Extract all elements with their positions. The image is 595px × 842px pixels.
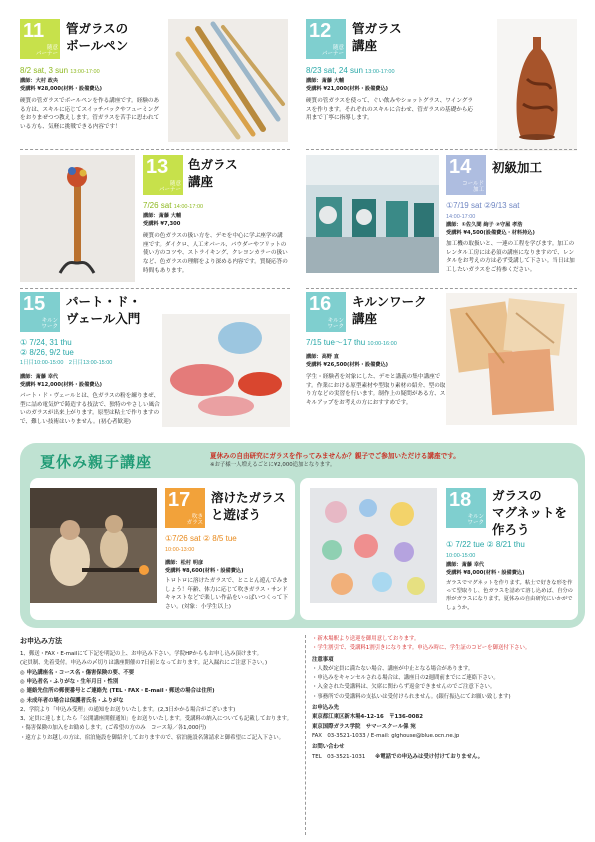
course-12-number-badge	[306, 19, 346, 59]
course-18-number-badge	[446, 488, 486, 528]
course-13-description: 硬質の色ガラスの扱い方を、デモを中心に学ぶ座学の講座です。ダイクロ、人工オパール、パウダーやフリットの使い方のコツや、ストライキング、クレヨンカラーの扱いなど、色ガラスの理解をより深める内容です。質疑応答の時間もあります。	[143, 233, 288, 274]
course-15-photo-pate-de-verre	[162, 314, 290, 427]
course-16-number-badge	[306, 292, 346, 332]
course-13-title	[188, 157, 238, 191]
summer-lead-text: 夏休みの自由研究にガラスを作ってみませんか？親子でご参加いただける講座です。	[210, 452, 460, 460]
course-17-number-badge	[165, 488, 205, 528]
application-step-2: 2、学院より「申込み受理」の通知をお送りいたします。(2,3日かかる場合がございます)	[20, 706, 236, 713]
footer-divider	[305, 635, 306, 835]
course-12-date	[306, 66, 395, 76]
date-main: 8/23 sat, 24 sun	[306, 66, 363, 75]
course-category: 随意 パーナー	[35, 44, 58, 57]
course-category: 随意 パーナー	[158, 180, 181, 193]
course-14-title: 初級加工	[492, 160, 543, 175]
date-time: 13:00-17:00	[70, 69, 100, 75]
course-17-photo-glassblowing	[30, 488, 157, 603]
course-12-info	[306, 78, 476, 94]
school-name: 東京国際ガラス学院 サマースクール係 宛	[312, 723, 416, 730]
course-18-title	[492, 488, 567, 539]
lecturer: 講師：斎藤 大輔	[143, 213, 182, 219]
course-11-number-badge	[20, 19, 60, 59]
course-11-title	[66, 21, 128, 55]
course-14-info	[446, 222, 581, 238]
course-18-description: ガラスでマグネットを作ります。粘土で好きな形を作って型取りし、色ガラスを詰めて溶し込めば、自分の形がガラスになります。夏休みの自由研究にいかがでしょうか。	[446, 580, 573, 611]
note-item: ・申込みをキャンセルされる場合は、講座日の2週間前までにご連絡下さい。	[312, 675, 499, 682]
fee: 受講料 ¥28,000(材料・設備費込)	[20, 85, 103, 92]
application-heading: お申込み方法	[20, 637, 62, 645]
course-category: 随意 パーナー	[321, 44, 344, 57]
course-15-title	[66, 294, 141, 328]
course-number: 14	[449, 156, 472, 178]
fee: 受講料 ¥4,500(設備費込・材料持込)	[446, 229, 535, 236]
course-15-info	[20, 374, 160, 390]
course-14-description: 加工機の取扱いと、一連の工程を学びます。加工のレンタル工房には必須の講座になりますので、レンタルをお考えの方は必ず受講して下さい。当日は加工したいガラスをご持参ください。	[446, 241, 575, 273]
title-line-2: マグネットを	[492, 504, 567, 520]
student-discount-note: ・学生割引で、受講料1割引きになります。申込み時に、学生証のコピーを御送付下さい。	[312, 645, 531, 652]
fee: 受講料 ¥21,000(材料・設備費込)	[306, 85, 389, 92]
course-14-photo-workshop	[306, 155, 439, 273]
telephone-line	[312, 753, 582, 762]
date-line-1: ① 7/24, 31 thu	[20, 338, 72, 347]
course-category: 吹き ガラス	[186, 513, 203, 526]
course-category: コールド 加工	[462, 180, 484, 193]
date-main: ①7/26 sat ② 8/5 tue	[165, 534, 237, 543]
date-main: ①7/19 sat ②9/13 sat	[446, 201, 520, 210]
divider	[306, 288, 577, 289]
notes-heading: 注意事項	[312, 656, 334, 663]
course-13-photo-flower-sculpture	[20, 155, 135, 282]
title-line-2: 講座	[352, 310, 378, 326]
application-info	[312, 635, 582, 762]
course-16-date	[306, 338, 397, 348]
title-line-3: 作ろう	[492, 521, 530, 537]
title-line-1: 溶けたガラス	[211, 490, 286, 505]
date-time: 10:00-15:00	[446, 552, 476, 559]
divider	[20, 288, 290, 289]
title-line-1: キルンワーク	[352, 294, 427, 309]
telephone[interactable]: TEL 03-3521-1031	[312, 753, 366, 760]
course-11-date	[20, 66, 100, 76]
summer-title: 夏休み親子講座	[40, 453, 153, 471]
course-12-title	[352, 21, 402, 55]
course-18-photo-magnets	[310, 488, 437, 603]
summer-note: ※お子様一人増えるごとに¥2,000追加となります。	[210, 461, 336, 468]
fee: 受講料 ¥8,000(材料・設備費込)	[446, 569, 525, 576]
divider	[20, 149, 290, 150]
title-line-2: と遊ぼう	[211, 506, 262, 522]
date-line-2: ② 8/26, 9/2 tue	[20, 347, 74, 357]
inquiry-heading: お問い合わせ	[312, 744, 345, 751]
course-number: 16	[309, 293, 332, 315]
address-line: 東京都江東区新木場4-12-16 〒136-0082	[312, 714, 424, 721]
date-time: 13:00-17:00	[365, 69, 395, 75]
summer-lead	[210, 452, 580, 469]
date-main: 7/26 sat	[143, 201, 172, 210]
course-15-description: パート・ド・ヴェールとは、色ガラスの粉を練りまぜ、型に詰め電気炉で鋳造する技法で、独特のやさしい風合いのガラスが出来上がります。原型は粘土で作りますので、難しい技術はいりません。(初心者歓迎)	[20, 393, 160, 425]
course-17-description: トロトロに溶けたガラスで、とことん遊んでみましょう！年齢、体力に応じて吹きガラス・サンドキャストなどで楽しい作品をいっぱいつくって下さい。(対象：小学生以上)	[165, 578, 288, 610]
fax-email[interactable]: FAX 03-3521-1033 / E-mail: glghouse@blue.ocn.ne.jp	[312, 732, 460, 739]
title-line-1: 色ガラス	[188, 157, 238, 172]
course-17-date	[165, 534, 295, 553]
lecturer: 講師：斎藤 幸代	[20, 374, 59, 380]
date-time: 14:00-17:00	[446, 213, 476, 220]
course-12-photo-wine-glass	[497, 19, 577, 151]
course-category: キルン ワーク	[327, 317, 344, 330]
course-number: 15	[23, 293, 46, 315]
note-item: ・人数が定員に満たない場合、講座が中止となる場合があります。	[312, 665, 474, 672]
date-main: 8/2 sat, 3 sun	[20, 66, 69, 75]
course-17-info	[165, 560, 293, 576]
required-item: ◎ 申込者名・ふりがな・生年月日・性別	[20, 678, 119, 685]
course-12-description: 硬質の管ガラスを使って、ぐい飲みやショットグラス、ワイングラスを作ります。それぞれのスキルに合わせ、管ガラスの基礎から応用まで丁寧に指導します。	[306, 98, 474, 122]
course-number: 11	[23, 20, 45, 42]
fee: 受講料 ¥26,500(材料・設備費込)	[306, 361, 389, 368]
date-time: 14:00-17:00	[173, 204, 204, 210]
course-category: キルン ワーク	[41, 317, 58, 330]
course-14-number-badge	[446, 155, 486, 195]
telephone-note: ※電話での申込みは受け付けておりません。	[375, 753, 483, 760]
course-14-date	[446, 201, 581, 220]
lodging-note: ・遠方よりお越しの方は、宿泊施設を御紹介しておりますので、宿泊施設名簿請求と御希望にご記入下さい。	[20, 734, 285, 741]
lecturer: 講師：①佐久間 絢子 ②守屋 孝浩	[446, 222, 523, 228]
fee: 受講料 ¥8,600(材料・設備費込)	[165, 567, 244, 574]
fee: 受講料 ¥12,000(材料・設備費込)	[20, 381, 103, 388]
course-15-number-badge	[20, 292, 60, 332]
course-16-info	[306, 354, 446, 370]
course-18-info	[446, 562, 576, 578]
lecturer: 講師：斎藤 大輔	[306, 78, 345, 84]
lecturer: 講師：斎藤 幸代	[446, 562, 485, 568]
destination-heading: お申込み先	[312, 705, 339, 712]
required-item: ◎ 未成年者の場合は保護者氏名・ふりがな	[20, 697, 124, 704]
course-11-photo-glass-pens	[168, 19, 288, 142]
date-time: 1日目10:00-15:00 2日目13:00-15:00	[20, 360, 113, 367]
application-step-1: 1、郵送・FAX・E-mailにて下記を明記の上、お申込み下さい。学院HPからもお申し込み頂けます。	[20, 651, 263, 658]
application-method	[20, 635, 300, 743]
course-11-info	[20, 78, 170, 94]
date-time: 10:00-13:00	[165, 546, 195, 553]
title-line-1: 管ガラスの	[66, 21, 129, 36]
course-16-title	[352, 294, 427, 328]
title-line-2: ヴェール入門	[66, 310, 141, 326]
course-15-date	[20, 338, 160, 367]
date-main: 7/15 tue〜17 thu	[306, 338, 366, 347]
title-line-2: ボールペン	[66, 37, 129, 53]
course-17-title	[211, 490, 286, 524]
fee: 受講料 ¥7,300	[143, 220, 181, 227]
title-line-2: 講座	[188, 173, 214, 189]
course-number: 18	[449, 489, 472, 511]
note-item: ・事務所での受講料の支払いは受付けられません。(銀行振込にてお願い致します)	[312, 693, 511, 700]
course-13-number-badge	[143, 155, 183, 195]
lecturer: 講師：松村 明彦	[165, 560, 204, 566]
title-line-1: ガラスの	[492, 488, 542, 503]
course-number: 17	[168, 489, 191, 511]
course-11-description: 硬質の管ガラスでボールペンを作る講座です。経験のある方は、スキルに応じてスイッチバックやフューミングをおりまぜつつ教えします。管ガラスを苦手に思われている方も、気軽に挑戦できる内容です！	[20, 98, 160, 130]
shuttle-note: ・新木場駅より送迎を御用意しております。	[312, 636, 420, 642]
course-number: 12	[309, 20, 332, 42]
required-item: ◎ 申込講座名・コース名・傷害保険の要、不要	[20, 669, 135, 676]
title-line-1: パート・ド・	[66, 294, 142, 309]
insurance-note: ・傷害保険の加入をお勧めします。(ご希望の方のみ コース毎／各1,000円)	[20, 725, 207, 732]
course-16-description: 学生・経験者を対象にした、デモと講義の集中講座です。作業における原型素材や型取り素材の紹介、型の取り方などの実習を行います。制作上の疑問がある方、スキルアップをお考えの方におすすめです。	[306, 374, 446, 406]
course-13-date	[143, 201, 203, 211]
application-step-3: 3、定員に達しましたら「公開講座開催通知」をお送りいたします。受講料の納入についても記載しております。	[20, 716, 292, 723]
title-line-2: 講座	[352, 37, 378, 53]
course-category: キルン ワーク	[467, 513, 484, 526]
lecturer: 講師：高野 直	[306, 354, 339, 360]
date-main: ① 7/22 tue ② 8/21 thu	[446, 540, 525, 549]
title-line-1: 管ガラス	[352, 21, 402, 36]
note-item: ・入金された受講料は、欠席に関わらず返金できませんのでご注意下さい。	[312, 684, 496, 691]
course-16-photo-glass-blocks	[446, 293, 577, 425]
course-18-date	[446, 540, 578, 559]
required-item: ◎ 連絡先住所の郵便番号とご連絡先 (TEL・FAX・E-mail・郵送の場合は住所)	[20, 688, 215, 695]
course-number: 13	[146, 156, 169, 178]
lecturer: 講師：大村 政央	[20, 78, 59, 84]
course-13-info	[143, 213, 283, 229]
divider	[306, 149, 577, 150]
date-time: 10:00-16:00	[367, 341, 397, 347]
application-note: (定員制、先着受付。申込みの〆切りは講座開催の7日前となっております。記入漏れにご注意下さい。)	[20, 660, 268, 667]
